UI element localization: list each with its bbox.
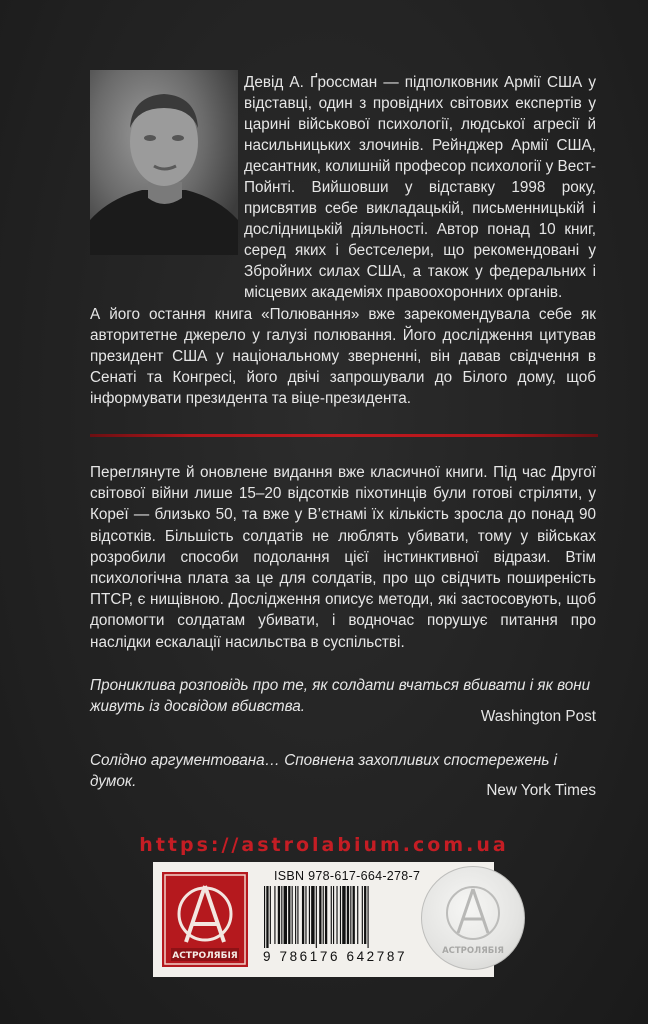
review-source: New York Times xyxy=(486,782,596,799)
barcode-bar xyxy=(278,886,280,944)
book-description: Переглянуте й оновлене видання вже класичної книги. Під час Другої світової війни лише 15–20 відсотків піхотинців були готові стріляти, у Кореї — близько 50, та вже у В’єтнамі їх кількість зросла до понад 90 відсотків. Більшість солдатів не люблять убивати, тому у військах розробили способи подолання цієї інстинктивної відрази. Втім психологічна плата за це для солдатів, про що свідчить поширеність ПТСР, є нищівною. Дослідження описує методи, які застосовують, щоб допомогти солдатам убивати, і водночас порушує питання про наслідки ескалації насильства в суспільстві. xyxy=(90,464,596,651)
author-bio-beside-photo: Девід А. Ґроссман — підполковник Армії США у відставці, один з провідних світових експертів у царині військової психології, людської агресії й насильницьких злочинів. Рейнджер Армії США, десантник, колишній професор психології у Вест-Пойнті. Вийшовши у відставку 1998 року, присвятив себе викладацькій, письменницькій і дослідницькій діяльності. Автор понад 10 книг, серед яких і бестселери, що рекомендовані у Збройних силах США, а також у федеральних і місцевих академіях правоохоронних органів. xyxy=(244,74,596,301)
barcode-bar xyxy=(319,886,321,944)
barcode-bar xyxy=(340,886,341,944)
barcode-bar xyxy=(302,886,304,944)
barcode-bar xyxy=(309,886,310,944)
barcode-bar xyxy=(357,886,358,944)
stamp-text: АСТРОЛЯБІЯ xyxy=(442,946,504,956)
author-bio-full-width: А його остання книга «Полювання» вже зарекомендувала себе як авторитетне джерело у галузі полювання. Його дослідження цитував президент США у національному зверненні, він давав свідчення в Сенаті та Конгресі, його двічі запрошували до Білого дому, щоб інформувати президента та віце-президента. xyxy=(90,306,596,407)
barcode-bar xyxy=(347,886,349,944)
ean-digits: 9 786176 642787 xyxy=(263,949,408,964)
isbn-text: ISBN 978-617-664-278-7 xyxy=(274,869,421,883)
barcode-bar xyxy=(362,886,363,944)
red-divider xyxy=(90,434,598,437)
publisher-logo xyxy=(162,872,248,967)
barcode-bar xyxy=(292,886,293,944)
author-photo xyxy=(90,70,238,255)
barcode-bar xyxy=(333,886,334,944)
barcode xyxy=(264,886,414,948)
barcode-bar xyxy=(350,886,351,944)
barcode-bar xyxy=(336,886,337,944)
barcode-bar xyxy=(311,886,314,944)
barcode-bar xyxy=(284,886,287,944)
barcode-bar xyxy=(368,886,369,948)
review-source: Washington Post xyxy=(480,708,596,725)
barcode-bar xyxy=(353,886,355,944)
review-quote: Солідно аргументована… Сповнена захопливих спостережень і думок. xyxy=(90,752,558,790)
barcode-bar xyxy=(281,886,282,944)
barcode-bar xyxy=(274,886,275,944)
publisher-logo-text: АСТРОЛЯБІЯ xyxy=(172,951,238,961)
barcode-bar xyxy=(316,886,317,948)
barcode-bar xyxy=(288,886,290,944)
barcode-bar xyxy=(297,886,298,944)
review-quote: Прониклива розповідь про те, як солдати вчаться вбивати і як вони живуть із досвідом вбивства. xyxy=(90,677,591,715)
barcode-bar xyxy=(323,886,324,944)
barcode-bar xyxy=(264,886,265,948)
barcode-bar xyxy=(266,886,268,948)
barcode-bar xyxy=(305,886,306,944)
barcode-bar xyxy=(270,886,271,944)
barcode-bar xyxy=(342,886,345,944)
barcode-bar xyxy=(325,886,327,944)
barcode-bar xyxy=(364,886,366,944)
publisher-seal-stamp xyxy=(421,866,525,970)
publisher-website-link[interactable]: https://astrolabium.com.ua xyxy=(139,834,509,856)
barcode-bar xyxy=(331,886,332,944)
barcode-bar xyxy=(295,886,296,944)
